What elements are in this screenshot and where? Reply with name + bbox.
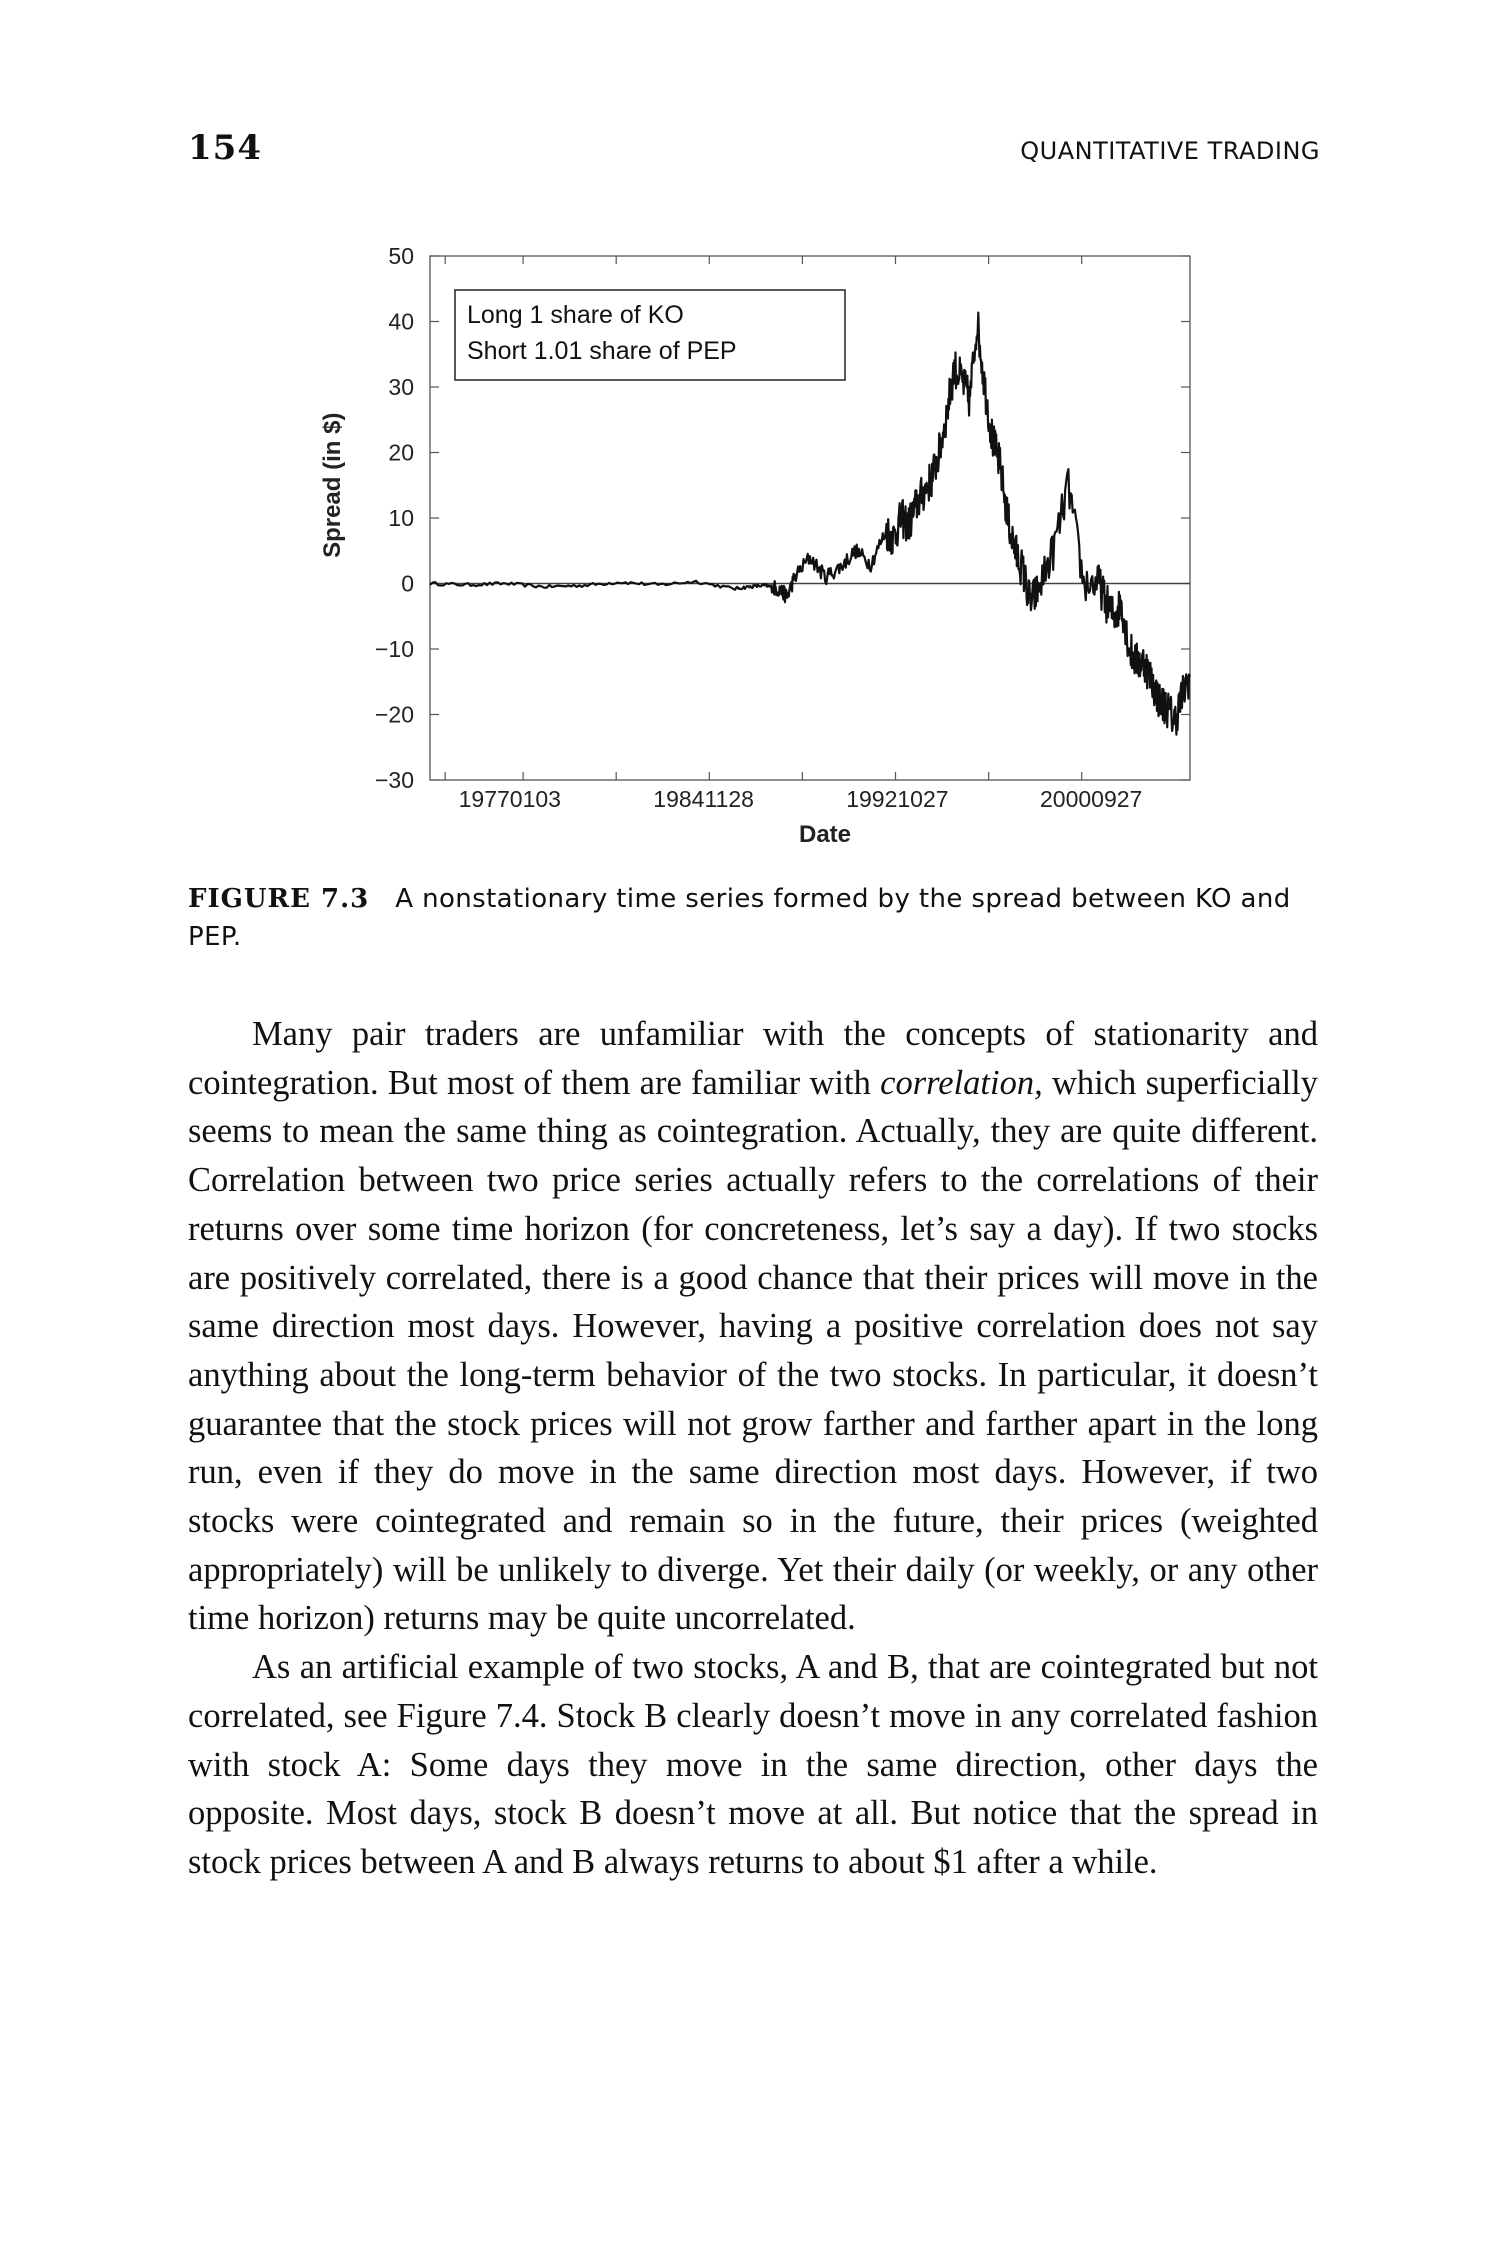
- y-tick-label: −30: [374, 767, 414, 793]
- paragraph-2: As an artificial example of two stocks, A and B, that are cointegrated but not correlated, see Figure 7.4. Stock B clearly doesn’t move in any correlated fashion with stock A: Some days they move in the same direction, other days the opposite. Most days, stock B doesn’t move at all. But notice that the spread in stock prices between A and B always returns to about $1 after a while.: [188, 1648, 1318, 1881]
- y-tick-label: −20: [374, 701, 414, 728]
- paragraph-1-part-1: Many pair traders are unfamiliar with the concepts of stationarity and cointegration. But most of them are familiar with: [188, 1015, 1318, 1102]
- x-tick-label: 19921027: [846, 786, 949, 812]
- y-tick-label: 20: [388, 439, 414, 466]
- y-axis-label: Spread (in $): [319, 412, 346, 558]
- legend-entry: Long 1 share of KO: [467, 301, 684, 329]
- figure-label: FIGURE 7.3: [188, 884, 370, 914]
- x-axis-label: Date: [798, 821, 852, 848]
- paragraph-1-part-2: which superficially seems to mean the same thing as cointegration. Actually, they are quite different. Correlation between two price series actually refers to the correlations of their returns over some time horizon (for concreteness, let’s say a day). If two stocks are positively correlated, there is a good chance that their prices will move in the same direction most days. However, having a positive correlation does not say anything about the long-term behavior of the two stocks. In particular, it doesn’t guarantee that the stock prices will not grow farther and farther apart in the long run, even if they do move in the same direction most days. However, if two stocks were cointegrated and remain so in the future, their prices (weighted appropriately) will be unlikely to diverge. Yet their daily (or weekly, or any other time horizon) returns may be quite uncorrelated.: [188, 1063, 1319, 1638]
- y-tick-label: 40: [388, 308, 414, 335]
- paragraph-1-emphasis: correlation,: [880, 1063, 1043, 1102]
- body-text: [188, 1010, 1318, 1887]
- x-tick-label: 20000927: [1040, 786, 1143, 812]
- y-tick-label: −10: [374, 636, 414, 662]
- y-tick-label: 30: [388, 374, 414, 400]
- x-tick-label: 19841128: [653, 786, 754, 812]
- paragraph-1: [188, 1010, 1318, 1643]
- legend-entry: Short 1.01 share of PEP: [467, 337, 737, 365]
- y-tick-label: 10: [388, 505, 414, 531]
- x-tick-label: 19770103: [458, 786, 561, 812]
- running-head: QUANTITATIVE TRADING: [1020, 137, 1320, 165]
- figure-caption-text: A nonstationary time series formed by the spread between KO and PEP.: [188, 884, 1291, 952]
- page-number: 154: [188, 128, 262, 168]
- y-tick-label: 50: [388, 243, 414, 269]
- spread-chart: [300, 235, 1200, 855]
- y-tick-label: 0: [401, 570, 414, 597]
- figure-caption: [188, 880, 1318, 956]
